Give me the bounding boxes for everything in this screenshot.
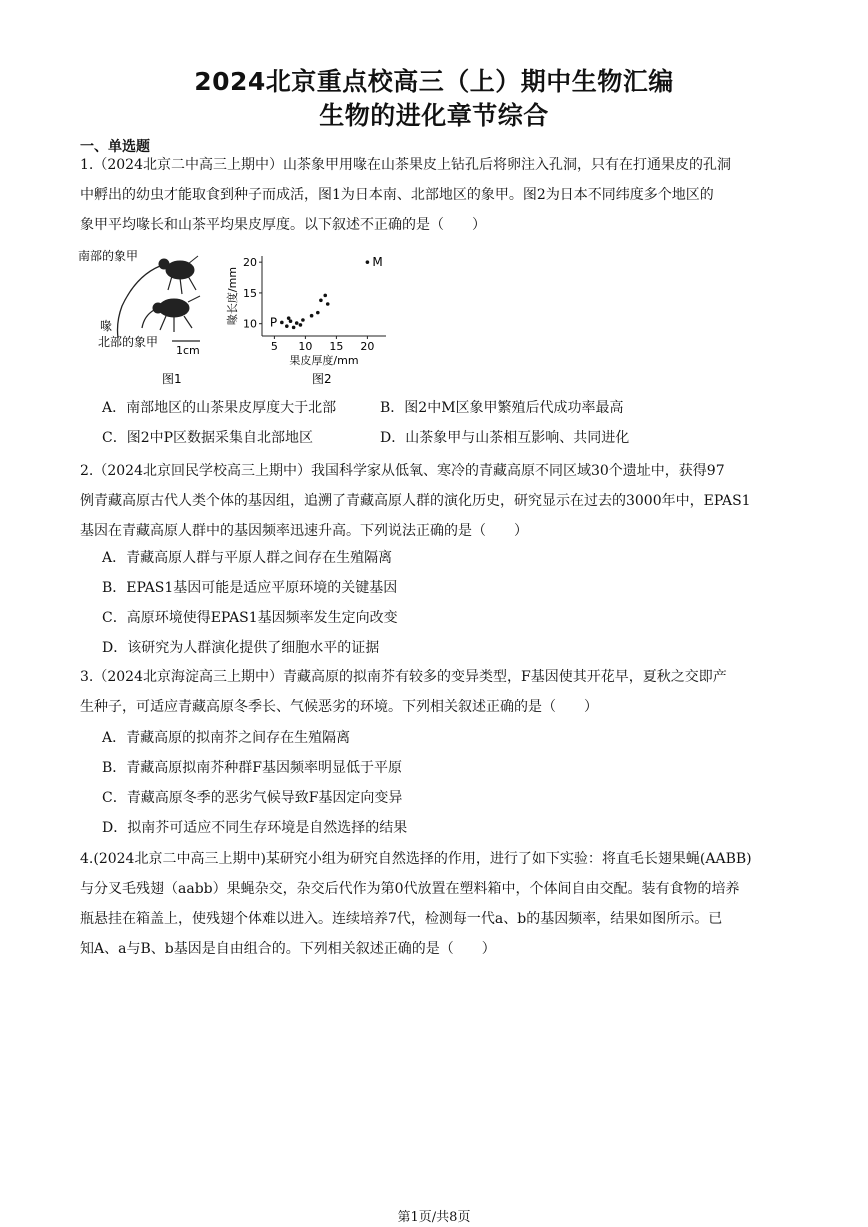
scatter-point [301, 318, 305, 322]
question-4-line: 与分叉毛残翅（aabb）果蝇杂交，杂交后代作为第0代放置在塑料箱中，个体间自由交配。装有食物的培养 [80, 881, 740, 897]
x-tick-label: 10 [298, 340, 313, 353]
question-3-option-c[interactable]: C．青藏高原冬季的恶劣气候导致F基因定向变异 [102, 790, 403, 806]
question-2-line: 例青藏高原古代人类个体的基因组，追溯了青藏高原人群的演化历史，研究显示在过去的3000年中，EPAS1 [80, 493, 751, 509]
north-weevil-illustration [142, 296, 200, 332]
scatter-point [326, 302, 330, 306]
question-2-option-d[interactable]: D．该研究为人群演化提供了细胞水平的证据 [102, 640, 380, 656]
y-tick-label: 15 [243, 286, 257, 300]
north-weevil-label: 北部的象甲 [98, 335, 159, 349]
question-3-line: 生种子，可适应青藏高原冬季长、气候恶劣的环境。下列相关叙述正确的是（ ） [80, 699, 598, 715]
question-1-option-b[interactable]: B．图2中M区象甲繁殖后代成功率最高 [380, 400, 624, 416]
page-footer: 第1页/共8页 [397, 1210, 471, 1225]
south-weevil-label: 南部的象甲 [78, 249, 139, 263]
scatter-point [289, 319, 293, 323]
figure-1-label: 图1 [162, 372, 182, 386]
page-subtitle: 生物的进化章节综合 [319, 101, 549, 130]
scatter-point [295, 321, 299, 325]
question-1-figure [76, 246, 396, 390]
scatter-point [323, 294, 327, 298]
question-1-option-a[interactable]: A．南部地区的山茶果皮厚度大于北部 [102, 400, 337, 416]
figure-2-scatter [225, 255, 386, 367]
x-tick-label: 20 [360, 340, 375, 353]
question-2-option-a[interactable]: A．青藏高原人群与平原人群之间存在生殖隔离 [102, 550, 393, 566]
south-weevil-illustration [118, 256, 199, 338]
question-3-line: 3.（2024北京海淀高三上期中）青藏高原的拟南芥有较多的变异类型，F基因使其开花早，夏秋之交即产 [80, 669, 727, 685]
question-4-stem [80, 844, 792, 964]
x-tick-label: 15 [329, 340, 344, 353]
question-1-option-c[interactable]: C．图2中P区数据采集自北部地区 [102, 430, 314, 446]
beak-label: 喙 [100, 319, 113, 333]
question-3-stem [80, 662, 792, 722]
page-title: 2024北京重点校高三（上）期中生物汇编 [194, 67, 674, 96]
scatter-point [285, 324, 289, 328]
question-1-option-d[interactable]: D．山茶象甲与山茶相互影响、共同进化 [380, 430, 630, 446]
question-3-option-b[interactable]: B．青藏高原拟南芥种群F基因频率明显低于平原 [102, 760, 403, 776]
point-m-label: M [372, 255, 383, 270]
question-2-option-c[interactable]: C．高原环境使得EPAS1基因频率发生定向改变 [102, 610, 398, 626]
y-axis-label: 喙长度/mm [226, 266, 239, 326]
section-heading: 一、单选题 [80, 139, 150, 155]
question-1-line: 象甲平均喙长和山茶平均果皮厚度。以下叙述不正确的是（ ） [80, 217, 486, 233]
question-3-option-a[interactable]: A．青藏高原的拟南芥之间存在生殖隔离 [102, 730, 351, 746]
question-2-stem [80, 456, 792, 546]
scatter-point [316, 311, 320, 315]
x-tick-label: 5 [270, 340, 278, 353]
question-4-line: 瓶悬挂在箱盖上，使残翅个体难以进入。连续培养7代，检测每一代a、b的基因频率，结果如图所示。已 [80, 911, 723, 927]
scale-label: 1cm [176, 344, 200, 357]
question-4-line: 4.(2024北京二中高三上期中)某研究小组为研究自然选择的作用，进行了如下实验：将直毛长翅果蝇(AABB) [80, 851, 752, 867]
question-4-line: 知A、a与B、b基因是自由组合的。下列相关叙述正确的是（ ） [80, 941, 496, 957]
scatter-point [292, 326, 296, 330]
question-3-option-d[interactable]: D．拟南芥可适应不同生存环境是自然选择的结果 [102, 820, 408, 836]
y-tick-label: 20 [243, 256, 257, 270]
scatter-point [319, 299, 323, 303]
y-tick-label: 10 [243, 317, 257, 331]
question-2-line: 2.（2024北京回民学校高三上期中）我国科学家从低氧、寒冷的青藏高原不同区域30个遗址中，获得97 [80, 463, 725, 479]
question-2-option-b[interactable]: B．EPAS1基因可能是适应平原环境的关键基因 [102, 580, 398, 596]
scatter-point [280, 321, 284, 325]
question-1-stem [80, 150, 792, 240]
point-p-label: P [269, 315, 278, 330]
x-axis-label: 果皮厚度/mm [289, 354, 359, 367]
question-2-line: 基因在青藏高原人群中的基因频率迅速升高。下列说法正确的是（ ） [80, 523, 528, 539]
scatter-point [287, 316, 291, 320]
figure-2-label: 图2 [312, 372, 332, 386]
scatter-point [310, 314, 314, 318]
question-1-line: 中孵出的幼虫才能取食到种子而成活，图1为日本南、北部地区的象甲。图2为日本不同纬度多个地区的 [80, 187, 714, 203]
scatter-point [366, 260, 370, 264]
question-1-line: 1.（2024北京二中高三上期中）山茶象甲用喙在山茶果皮上钻孔后将卵注入孔洞，只有在打通果皮的孔洞 [80, 157, 731, 173]
scatter-point [299, 323, 303, 327]
